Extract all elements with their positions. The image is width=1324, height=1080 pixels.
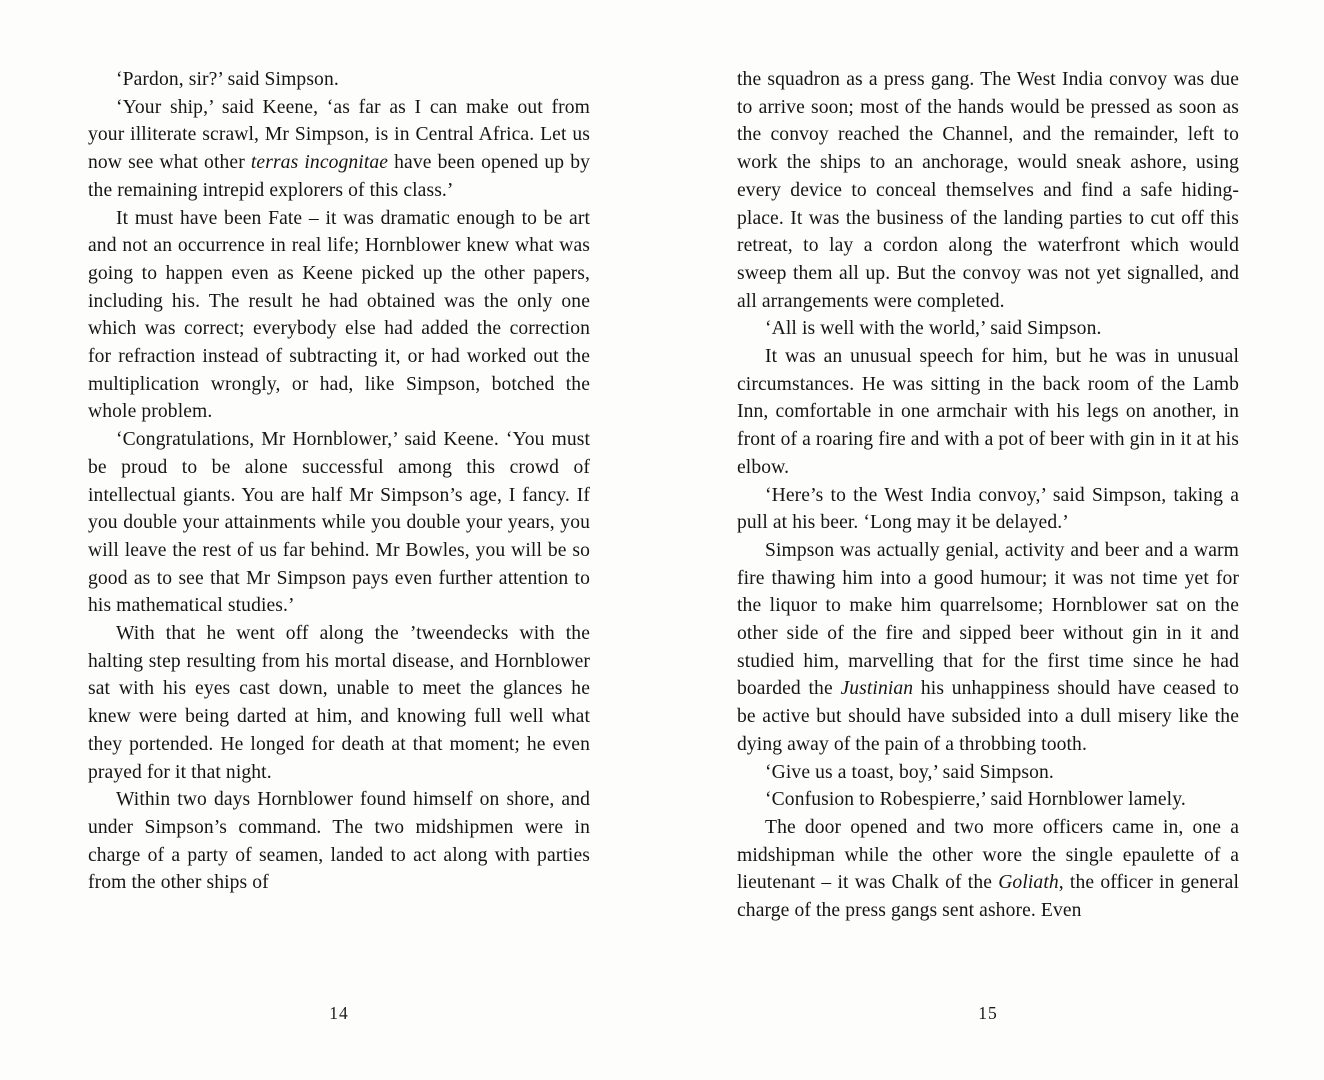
paragraph: ‘All is well with the world,’ said Simpson. (765, 318, 1102, 340)
paragraph: ‘Give us a toast, boy,’ said Simpson. (765, 761, 1054, 783)
page-right-number: 15 (978, 1003, 998, 1023)
page-right-text (737, 0, 1239, 925)
page-left (88, 0, 590, 1080)
paragraph: Within two days Hornblower found himself on shore, and under Simpson’s command. The two midshipmen were in charge of a party of seamen, landed to act along with parties from the other ships of (88, 789, 590, 894)
paragraph: ‘Confusion to Robespierre,’ said Hornblower lamely. (765, 789, 1186, 811)
page-left-number: 14 (329, 1003, 349, 1023)
paragraph: It was an unusual speech for him, but he was in unusual circumstances. He was sitting in the back room of the Lamb Inn, comfortable in one armchair with his legs on another, in front of a roaring fire and with a pot of beer with gin in it at his elbow. (737, 346, 1239, 478)
paragraph: With that he went off along the ’tweendecks with the halting step resulting from his mortal disease, and Hornblower sat with his eyes cast down, unable to meet the glances he knew were being darted at him, and knowing full well what they portended. He longed for death at that moment; he even prayed for it that night. (88, 623, 590, 783)
paragraph: the squadron as a press gang. The West India convoy was due to arrive soon; most of the hands would be pressed as soon as the convoy reached the Channel, and the remainder, left to work the ships to an anchorage, would sneak ashore, using every device to conceal themselves and find a safe hiding-place. It was the business of the landing parties to cut off this retreat, to lay a cordon along the waterfront which would sweep them all up. But the convoy was not yet signalled, and all arrangements were completed. (737, 69, 1239, 312)
page-right (737, 0, 1239, 1080)
paragraph: The door opened and two more officers came in, one a midshipman while the other wore the single epaulette of a lieutenant – it was Chalk of the Goliath, the officer in general charge of the press gangs sent ashore. Even (737, 816, 1239, 922)
paragraph: It must have been Fate – it was dramatic enough to be art and not an occurrence in real life; Hornblower knew what was going to happen even as Keene picked up the other papers, including his. The result he had obtained was the only one which was correct; everybody else had added the correction for refraction instead of subtracting it, or had worked out the multiplication wrongly, or had, like Simpson, botched the whole problem. (88, 207, 590, 423)
paragraph: ‘Congratulations, Mr Hornblower,’ said Keene. ‘You must be proud to be alone successful among this crowd of intellectual giants. You are half Mr Simpson’s age, I fancy. If you double your attainments while you double your years, you will leave the rest of us far behind. Mr Bowles, you will be so good as to see that Mr Simpson pays even further attention to his mathematical studies.’ (88, 429, 590, 617)
paragraph: ‘Your ship,’ said Keene, ‘as far as I can make out from your illiterate scrawl, Mr Simpson, is in Central Africa. Let us now see what other terras incognitae have been opened up by the remaining intrepid explorers of this class.’ (88, 96, 590, 201)
paragraph: ‘Pardon, sir?’ said Simpson. (116, 69, 339, 90)
paragraph: ‘Here’s to the West India convoy,’ said Simpson, taking a pull at his beer. ‘Long may it be delayed.’ (737, 484, 1239, 534)
page-left-text (88, 0, 590, 897)
paragraph: Simpson was actually genial, activity and beer and a warm fire thawing him into a good humour; it was not time yet for the liquor to make him quarrelsome; Hornblower sat on the other side of the fire and sipped beer without gin in it and studied him, marvelling that for the first time since he had boarded the Justinian his unhappiness should have ceased to be active but should have subsided into a dull misery like the dying away of the pain of a throbbing tooth. (737, 539, 1239, 755)
